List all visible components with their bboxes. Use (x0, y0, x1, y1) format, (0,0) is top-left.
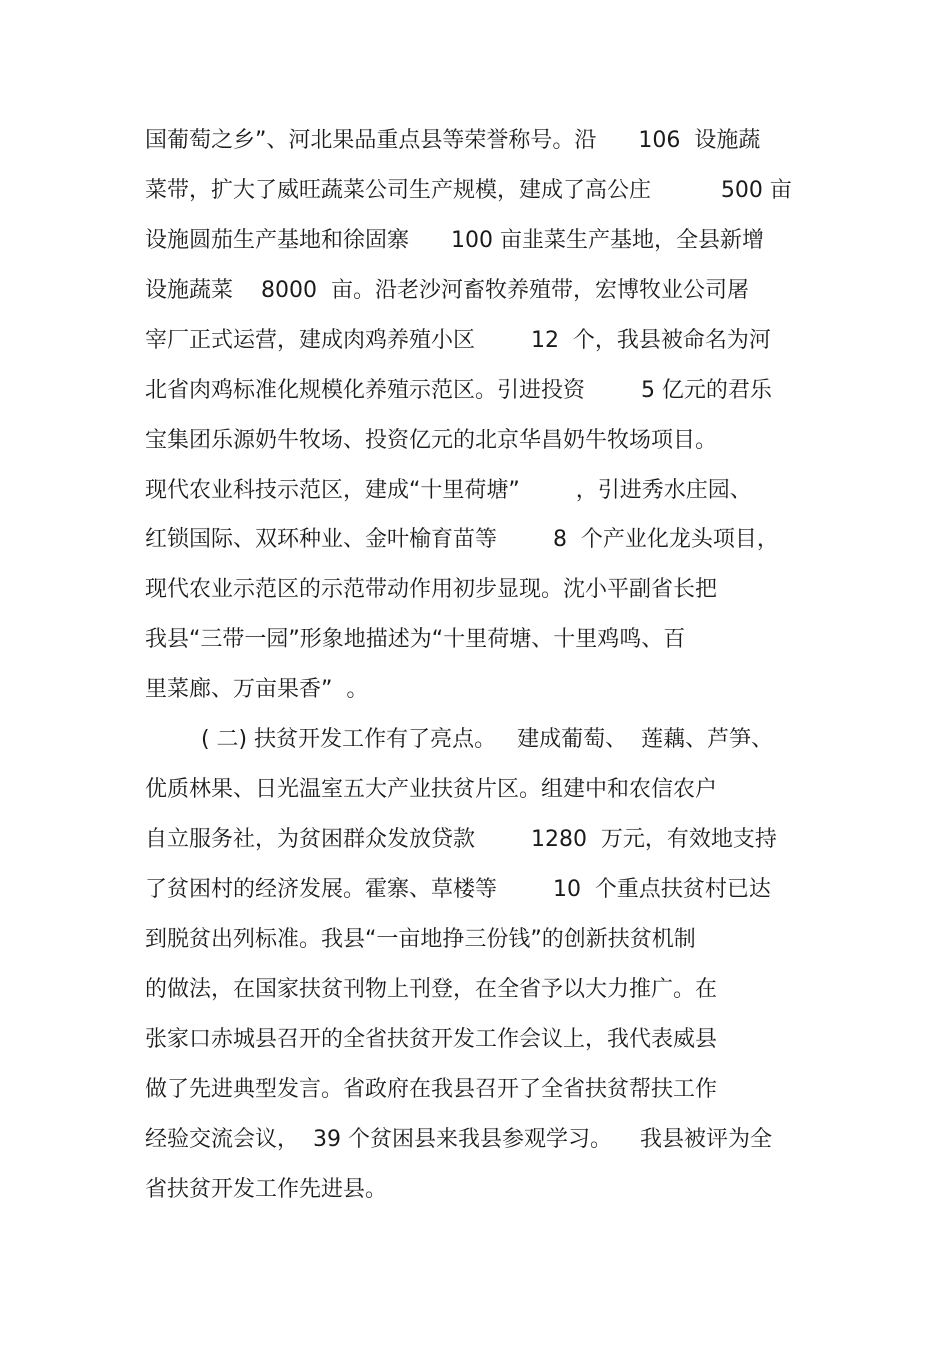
text-line: 的做法，在国家扶贫刊物上刊登，在全省予以大力推广。在 (145, 977, 718, 1002)
text-line: 现代农业示范区的示范带动作用初步显现。沈小平副省长把 (145, 577, 718, 602)
text-line: 菜带，扩大了威旺蔬菜公司生产规模，建成了高公庄 500 亩 (145, 178, 792, 203)
paragraph-heading: ( 二) 扶贫开发工作有了亮点。 建成葡萄、 莲藕、芦笋、 (145, 727, 774, 752)
text-line: 红锁国际、双环种业、金叶榆育苗等 8 个产业化龙头项目， (145, 527, 779, 552)
text-line: 自立服务社，为贫困群众发放贷款 1280 万元，有效地支持 (145, 827, 777, 852)
text-line: 省扶贫开发工作先进县。 (145, 1177, 388, 1202)
text-line: 到脱贫出列标准。我县“一亩地挣三份钱”的创新扶贫机制 (145, 927, 696, 952)
text-line: 设施圆茄生产基地和徐固寨 100 亩韭菜生产基地，全县新增 (145, 228, 764, 253)
text-line: 我县“三带一园”形象地描述为“十里荷塘、十里鸡鸣、百 (145, 627, 686, 652)
text-line: 了贫困村的经济发展。霍寨、草楼等 10 个重点扶贫村已达 (145, 877, 771, 902)
text-line: 设施蔬菜 8000 亩。沿老沙河畜牧养殖带，宏博牧业公司屠 (145, 278, 749, 303)
text-line: 宰厂正式运营，建成肉鸡养殖小区 12 个，我县被命名为河 (145, 328, 771, 353)
text-line: 做了先进典型发言。省政府在我县召开了全省扶贫帮扶工作 (145, 1077, 718, 1102)
text-line: 北省肉鸡标准化规模化养殖示范区。引进投资 5 亿元的君乐 (145, 378, 772, 403)
text-line: 现代农业科技示范区，建成“十里荷塘” ，引进秀水庄园、 (145, 478, 752, 503)
text-line: 经验交流会议， 39 个贫困县来我县参观学习。 我县被评为全 (145, 1127, 772, 1152)
text-line: 宝集团乐源奶牛牧场、投资亿元的北京华昌奶牛牧场项目。 (145, 428, 718, 453)
text-line: 优质林果、日光温室五大产业扶贫片区。组建中和农信农户 (145, 777, 718, 802)
text-line: 国葡萄之乡”、河北果品重点县等荣誉称号。沿 106 设施蔬 (145, 128, 761, 153)
text-line: 张家口赤城县召开的全省扶贫开发工作会议上，我代表威县 (145, 1027, 718, 1052)
text-line: 里菜廊、万亩果香” 。 (145, 677, 369, 702)
